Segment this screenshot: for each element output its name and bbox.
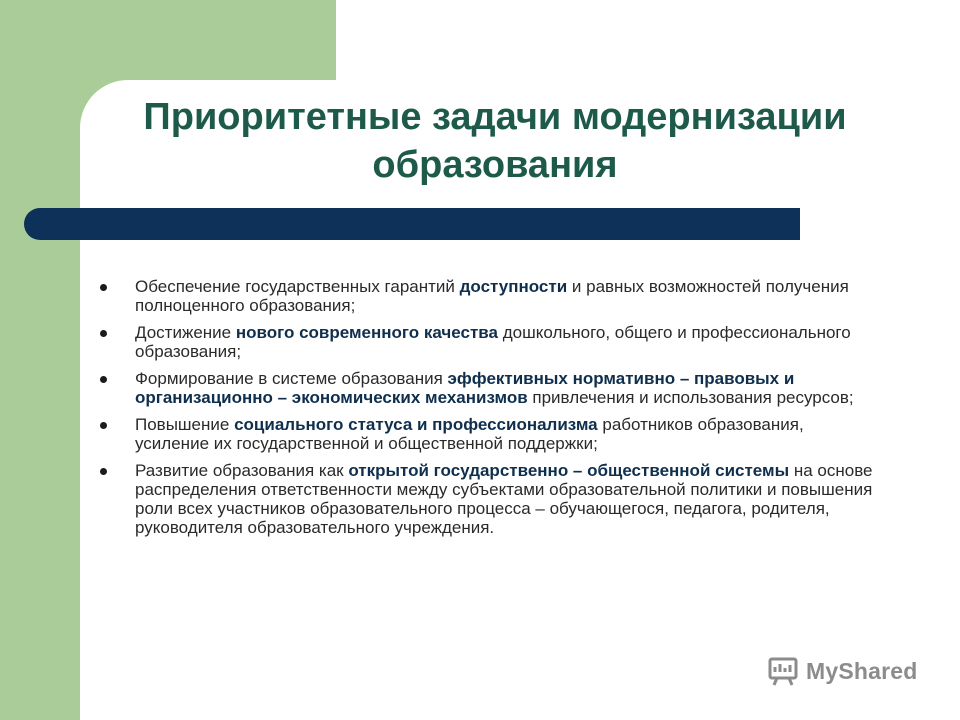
title-underline-bar — [24, 208, 800, 240]
bullet-text: работников образования, усиление их государственной и общественной поддержки; — [135, 415, 804, 453]
bullet-item — [98, 461, 878, 537]
bullet-text: Достижение — [135, 323, 236, 342]
bullet-item — [98, 415, 878, 453]
watermark-text: MyShared — [806, 657, 918, 684]
bullet-dot-icon — [100, 284, 107, 291]
bullet-text: и равных возможностей получения полноценного образования; — [135, 277, 849, 315]
slide-title: Приоритетные задачи модернизации образования — [143, 96, 847, 186]
bullet-bold-text: открытой государственно – общественной системы — [348, 461, 790, 480]
watermark — [767, 656, 918, 686]
bullet-text: Формирование в системе образования — [135, 369, 448, 388]
bullet-text: привлечения и использования ресурсов; — [527, 388, 854, 407]
bullet-text: дошкольного, общего и профессионального образования; — [135, 323, 851, 361]
bullet-bold-text: социального статуса и профессионализма — [234, 415, 598, 434]
bullet-dot-icon — [100, 376, 107, 383]
bullet-text: на основе распределения ответственности между субъектами образовательной политики и повышения роли всех участников образовательного процесса – обучающегося, педагога, родителя, руководителя образовательного учреждения. — [135, 461, 873, 537]
bullet-item — [98, 369, 878, 407]
bullet-dot-icon — [100, 422, 107, 429]
bullet-dot-icon — [100, 468, 107, 475]
bullet-text: Обеспечение государственных гарантий — [135, 277, 460, 296]
bullet-dot-icon — [100, 330, 107, 337]
bullet-text: Развитие образования как — [135, 461, 349, 480]
bullet-list — [98, 277, 878, 545]
bullet-bold-text: эффективных нормативно – правовых и организационно – экономических механизмов — [135, 369, 795, 407]
bullet-item — [98, 277, 878, 315]
myshared-logo-icon — [767, 656, 801, 686]
bullet-text: Повышение — [135, 415, 235, 434]
bullet-bold-text: нового современного качества — [235, 323, 498, 342]
bullet-bold-text: доступности — [459, 277, 568, 296]
bullet-item — [98, 323, 878, 361]
